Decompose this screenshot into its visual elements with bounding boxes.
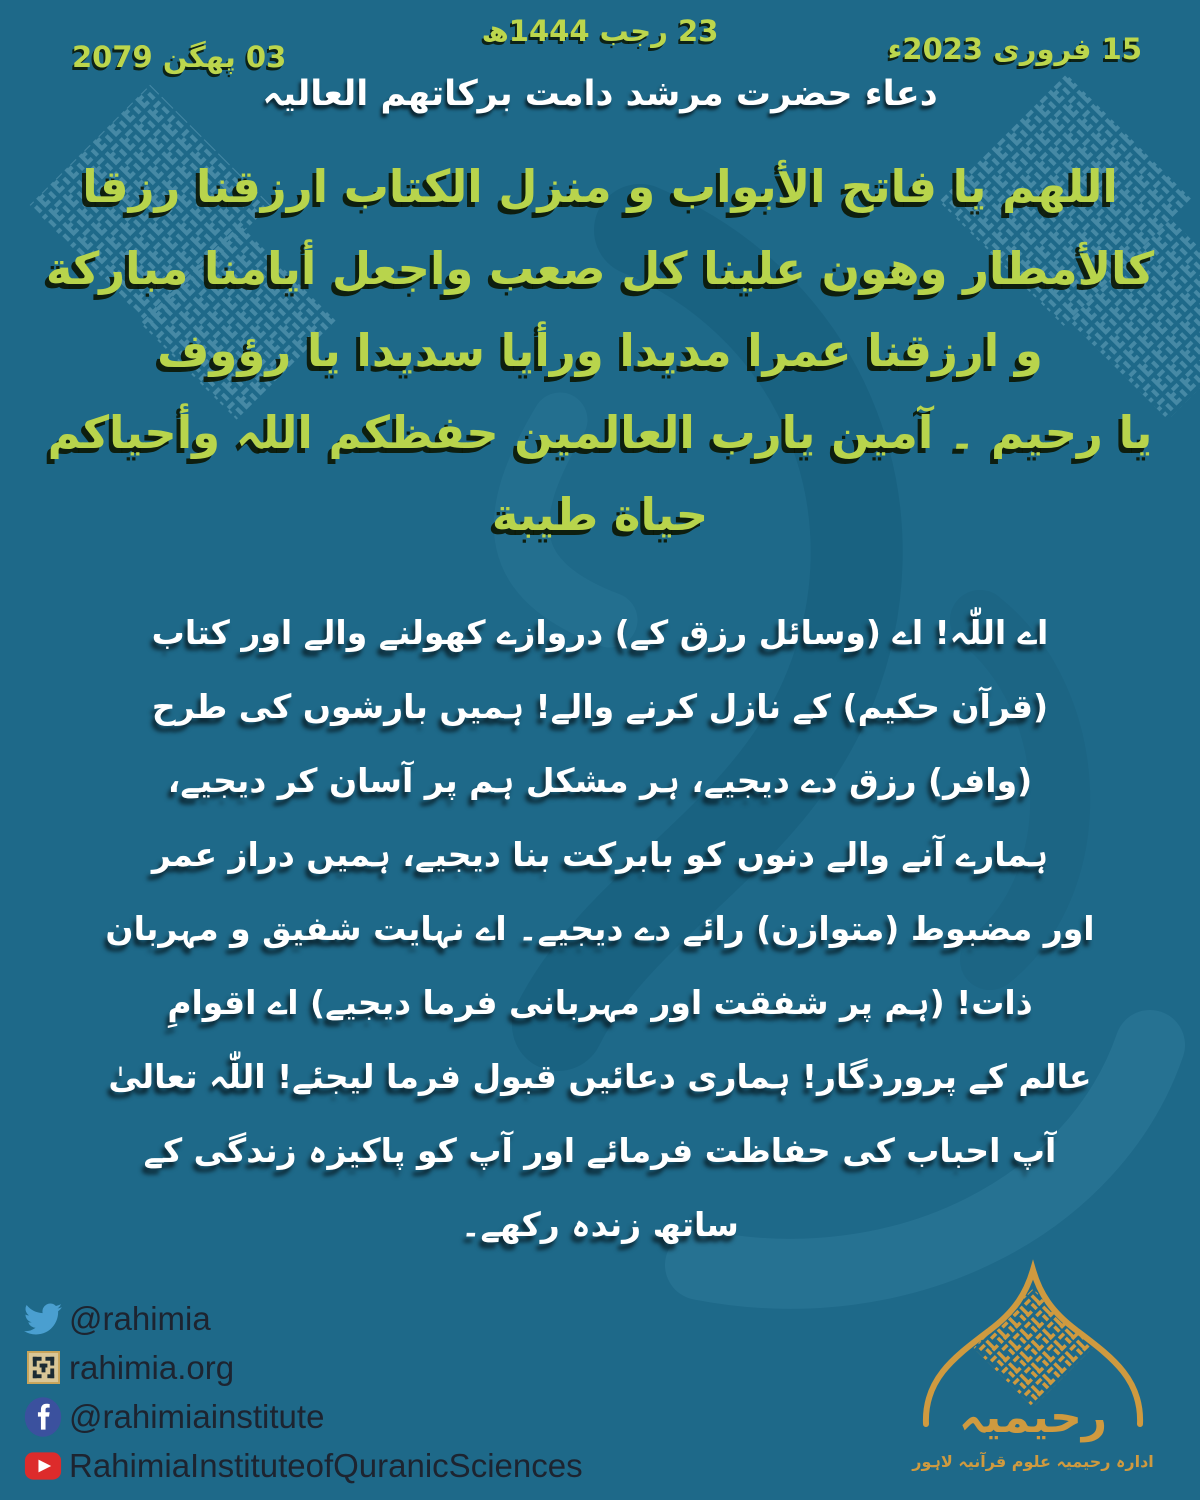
urdu-translation-line: ہمارے آنے والے دنوں کو بابرکت بنا دیجیے، ہمیں دراز عمر [151,835,1049,874]
twitter-link[interactable] [24,1294,583,1343]
arabic-prayer-line: یا رحیم ۔ آمین یارب العالمین حفظکم اللہ وأحیاکم [47,406,1153,459]
urdu-translation-line: ساتھ زندہ رکھے۔ [461,1205,739,1244]
arabic-prayer-line: حیاة طیبة [491,488,709,541]
date-bikrami: 03 پھگن 2079 [72,40,287,74]
urdu-translation-line: (قرآن حکیم) کے نازل کرنے والے! ہمیں بارشوں کی طرح [151,687,1049,726]
twitter-handle[interactable]: @rahimia [69,1299,211,1337]
arabic-prayer-line: کالأمطار وهون علینا کل صعب واجعل أیامنا مبارکة [45,242,1155,295]
arabic-prayer-block [40,146,1160,556]
date-hijri: 23 رجب 1444ھ [481,14,719,48]
logo-wordmark: رحیمیہ [958,1392,1108,1443]
youtube-link[interactable] [24,1441,583,1490]
date-gregorian: 15 فروری 2023ء [887,32,1142,66]
social-links [24,1294,583,1490]
twitter-icon [24,1300,62,1338]
facebook-icon [24,1398,62,1436]
logo-subtitle: ادارہ رحیمیہ علوم قرآنیہ لاہور [912,1452,1154,1471]
urdu-translation-block [30,596,1170,1262]
website-handle[interactable]: rahimia.org [69,1348,235,1386]
urdu-translation-line: عالم کے پروردگار! ہماری دعائیں قبول فرما لیجئے! اللّٰہ تعالیٰ [108,1057,1092,1096]
arabic-prayer-line: و ارزقنا عمرا مدیدا ورأیا سدیدا یا رؤوف [157,324,1043,377]
youtube-handle[interactable]: RahimiaInstituteofQuranicSciences [69,1446,583,1484]
facebook-handle[interactable]: @rahimiainstitute [69,1397,325,1435]
arabic-prayer-line: اللهم یا فاتح الأبواب و منزل الکتاب ارزقنا رزقا [82,160,1118,213]
urdu-translation-line: (وافر) رزق دے دیجیے، ہر مشکل ہم پر آسان کر دیجیے، [167,761,1033,800]
urdu-translation-line: اور مضبوط (متوازن) رائے دے دیجیے۔ اے نہایت شفیق و مہربان [105,909,1095,948]
urdu-translation-line: آپ احباب کی حفاظت فرمائے اور آپ کو پاکیزہ زندگی کے [143,1131,1057,1170]
urdu-translation-line: اے اللّٰہ! اے (وسائل رزق کے) دروازے کھولنے والے اور کتاب [151,613,1049,652]
website-icon [24,1349,62,1387]
facebook-link[interactable] [24,1392,583,1441]
page-title: دعاء حضرت مرشد دامت برکاتهم العالیہ [262,74,938,114]
rahimia-logo [888,1256,1178,1494]
urdu-translation-line: ذات! (ہم پر شفقت اور مہربانی فرما دیجیے) اے اقوامِ [167,983,1033,1022]
website-link[interactable] [24,1343,583,1392]
youtube-icon [24,1447,62,1485]
